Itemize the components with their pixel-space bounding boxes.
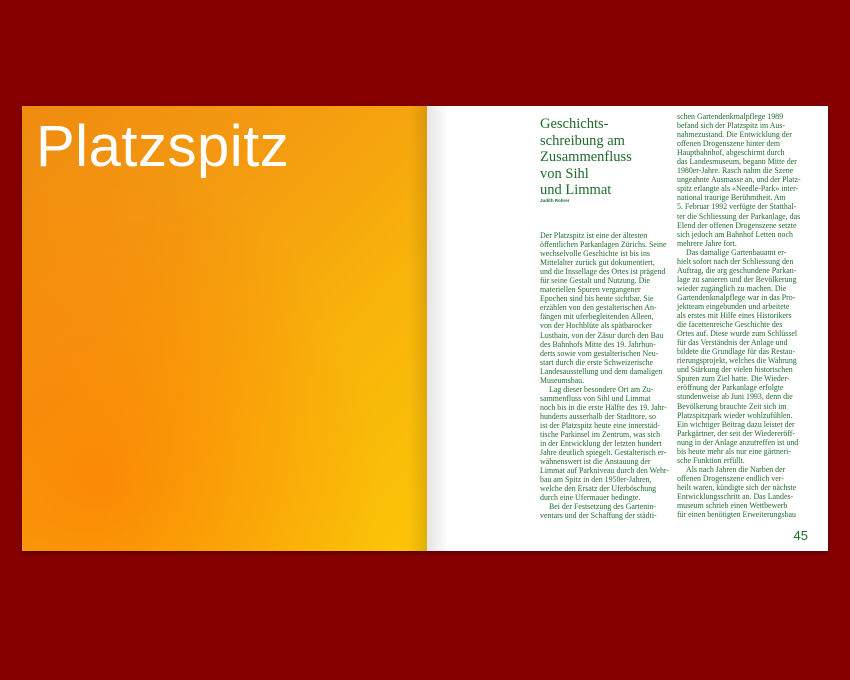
text-line: ter die Schliessung der Parkanlage, das xyxy=(677,211,801,221)
text-line: des Bahnhofs Mitte des 19. Jahrhun- xyxy=(540,339,656,349)
text-line: Bei der Festsetzung des Gartenin- xyxy=(549,502,656,512)
text-line: mehrere Jahre fort. xyxy=(677,238,737,248)
text-line: nahmezustand. Die Entwicklung der xyxy=(677,130,792,140)
text-line: Der Platzspitz ist eine der ältesten xyxy=(540,231,648,240)
text-line: Mittelalter zurück gut dokumentiert, xyxy=(540,258,655,268)
text-line: 1980er-Jahre. Rasch nahm die Szene xyxy=(677,166,794,176)
text-line: Ein wichtiger Beitrag dazu leistet der xyxy=(677,419,795,429)
text-line: Entwicklungsschritt an. Das Landes- xyxy=(677,491,794,501)
text-line: erzählen von den gestalterischen An- xyxy=(540,303,657,313)
text-line: Museumsbau. xyxy=(540,375,585,385)
text-line: ungeahnte Ausmasse an, und der Platz- xyxy=(677,175,801,185)
text-line: wechselvolle Geschichte ist bis ins xyxy=(540,249,651,259)
text-column-1 xyxy=(540,231,678,521)
text-line: heilt waren, kündigte sich der nächste xyxy=(677,482,797,492)
text-line: für das Verständnis der Anlage und xyxy=(677,338,788,348)
heading-line: schreibung am xyxy=(540,132,625,149)
text-line: für seine Gestalt und Nutzung. Die xyxy=(540,276,651,286)
text-line: und Stärkung der vielen historischen xyxy=(677,365,793,375)
paragraph xyxy=(677,248,815,465)
text-line: schen Gartendenkmalpflege 1989 xyxy=(677,112,784,121)
text-line: hunderts ausserhalb der Stadttore, so xyxy=(540,411,656,421)
page-number: 45 xyxy=(793,528,808,543)
text-line: Lusthain, von der Zäsur durch den Bau xyxy=(540,330,664,340)
text-line: Jahre deutlich spiegelt. Gestalterisch er- xyxy=(540,448,667,458)
text-line: Parkgärtner, der seit der Wiedereröff- xyxy=(677,428,796,438)
text-line: sche Funktion erfüllt. xyxy=(677,455,745,465)
text-line: Auftrag, die arg geschundene Parkan- xyxy=(677,265,797,275)
text-line: offenen Drogenszene endlich ver- xyxy=(677,473,784,483)
text-line: materiellen Spuren vergangener xyxy=(540,285,641,295)
text-line: Spuren zum Ziel hatte. Die Wieder- xyxy=(677,374,790,384)
left-page xyxy=(22,106,427,551)
text-line: jektteam eingebunden und arbeitete xyxy=(677,301,790,311)
text-line: Gartendenkmalpflege war in das Pro- xyxy=(677,292,796,302)
text-line: Epochen sind bis heute sichtbar. Sie xyxy=(540,294,654,304)
book-spread xyxy=(22,106,828,551)
right-page xyxy=(427,106,828,551)
text-line: museum schrieb einen Wettbewerb xyxy=(677,501,788,511)
text-line: die facettenreiche Geschichte des xyxy=(677,320,783,330)
text-line: Lag dieser besondere Ort am Zu- xyxy=(549,384,654,394)
text-line: als erstes mit Hilfe eines Historikers xyxy=(677,311,792,321)
text-line: stundenweise ab Juni 1993, denn die xyxy=(677,392,793,402)
text-line: 5. Februar 1992 verfügte der Statthal- xyxy=(677,202,797,212)
paragraph xyxy=(677,465,815,519)
text-line: von der Hochblüte als spätbarocker xyxy=(540,321,652,331)
text-line: Bevölkerung brauchte Zeit sich im xyxy=(677,401,787,411)
text-line: Landesausstellung und dem damaligen xyxy=(540,366,663,376)
text-line: Das damalige Gartenbauamt er- xyxy=(686,247,787,257)
author-name: Judith Rohrer xyxy=(540,198,570,203)
text-line: wähnenswert ist die Anstauung der xyxy=(540,457,651,467)
article-heading xyxy=(540,116,675,199)
text-line: welche den Ersatz der Uferböschung xyxy=(540,484,657,494)
text-line: durch eine Ufermauer bedingte. xyxy=(540,493,641,503)
text-line: sammenfluss von Sihl und Limmat xyxy=(540,393,651,403)
text-line: das Landesmuseum, begann Mitte der xyxy=(677,157,797,167)
text-line: Ortes auf. Diese wurde zum Schlüssel xyxy=(677,329,798,339)
paragraph xyxy=(540,502,678,520)
heading-line: und Limmat xyxy=(540,182,612,198)
text-line: Hauptbahnhof, abgeschirmt durch xyxy=(677,148,785,158)
text-line: bildete die Grundlage für das Restau- xyxy=(677,347,796,357)
text-line: bis heute mehr als nur eine gärtneri- xyxy=(677,446,791,456)
text-line: nung in der Anlage anzutreffen ist und xyxy=(677,437,799,447)
text-line: noch bis in die erste Hälfte des 19. Jahr- xyxy=(540,402,667,412)
text-line: Platzspitzpark wieder wohlzufühlen. xyxy=(677,410,793,420)
text-line: sich jedoch am Bahnhof Letten noch xyxy=(677,229,793,239)
text-line: fängen mit uferbegleitenden Alleen, xyxy=(540,312,654,322)
text-line: national traurige Berühmtheit. Am xyxy=(677,193,786,203)
text-line: hielt sofort nach der Schliessung den xyxy=(677,256,794,266)
text-column-2 xyxy=(677,112,815,519)
book-title: Platzspitz xyxy=(36,114,290,179)
text-line: eröffnung der Parkanlage erfolgte xyxy=(677,383,784,393)
text-line: lage zu sanieren und der Bevölkerung xyxy=(677,274,797,284)
text-line: für einen benötigten Erweiterungsbau xyxy=(677,510,796,520)
text-line: in der Entwicklung der letzten hundert xyxy=(540,439,662,449)
text-line: derts sowie vom gestalterischen Neu- xyxy=(540,348,659,358)
text-line: Limmat auf Parkniveau durch den Wehr- xyxy=(540,466,669,476)
heading-line: von Sihl xyxy=(540,165,589,182)
text-line: ist der Platzspitz heute eine innerstäd- xyxy=(540,420,660,430)
heading-line: Zusammenfluss xyxy=(540,149,632,165)
text-line: start durch die erste Schweizerische xyxy=(540,357,654,367)
text-line: tische Parkinsel im Zentrum, was sich xyxy=(540,430,661,440)
paragraph xyxy=(677,112,815,248)
text-line: offenen Drogenszene hinter dem xyxy=(677,139,781,149)
text-line: und die Inssellage des Ortes ist prägend xyxy=(540,267,666,277)
text-line: wieder zugänglich zu machen. Die xyxy=(677,283,787,293)
text-line: rierungsprojekt, welches die Wahrung xyxy=(677,356,797,366)
text-line: bau am Spitz in den 1950er-Jahren, xyxy=(540,475,652,485)
text-line: Als nach Jahren die Narben der xyxy=(686,464,786,474)
text-line: spitz erlangte als «Needle-Park» inter- xyxy=(677,184,799,194)
paragraph xyxy=(540,231,678,385)
text-line: befand sich der Platzspitz im Aus- xyxy=(677,121,786,131)
text-line: Elend der offenen Drogenszene setzte xyxy=(677,220,797,230)
text-line: ventars und der Schaffung der städti- xyxy=(540,511,657,521)
text-line: öffentlichen Parkanlagen Zürichs. Seine xyxy=(540,240,667,250)
heading-line: Geschichts- xyxy=(540,116,609,132)
paragraph xyxy=(540,385,678,503)
